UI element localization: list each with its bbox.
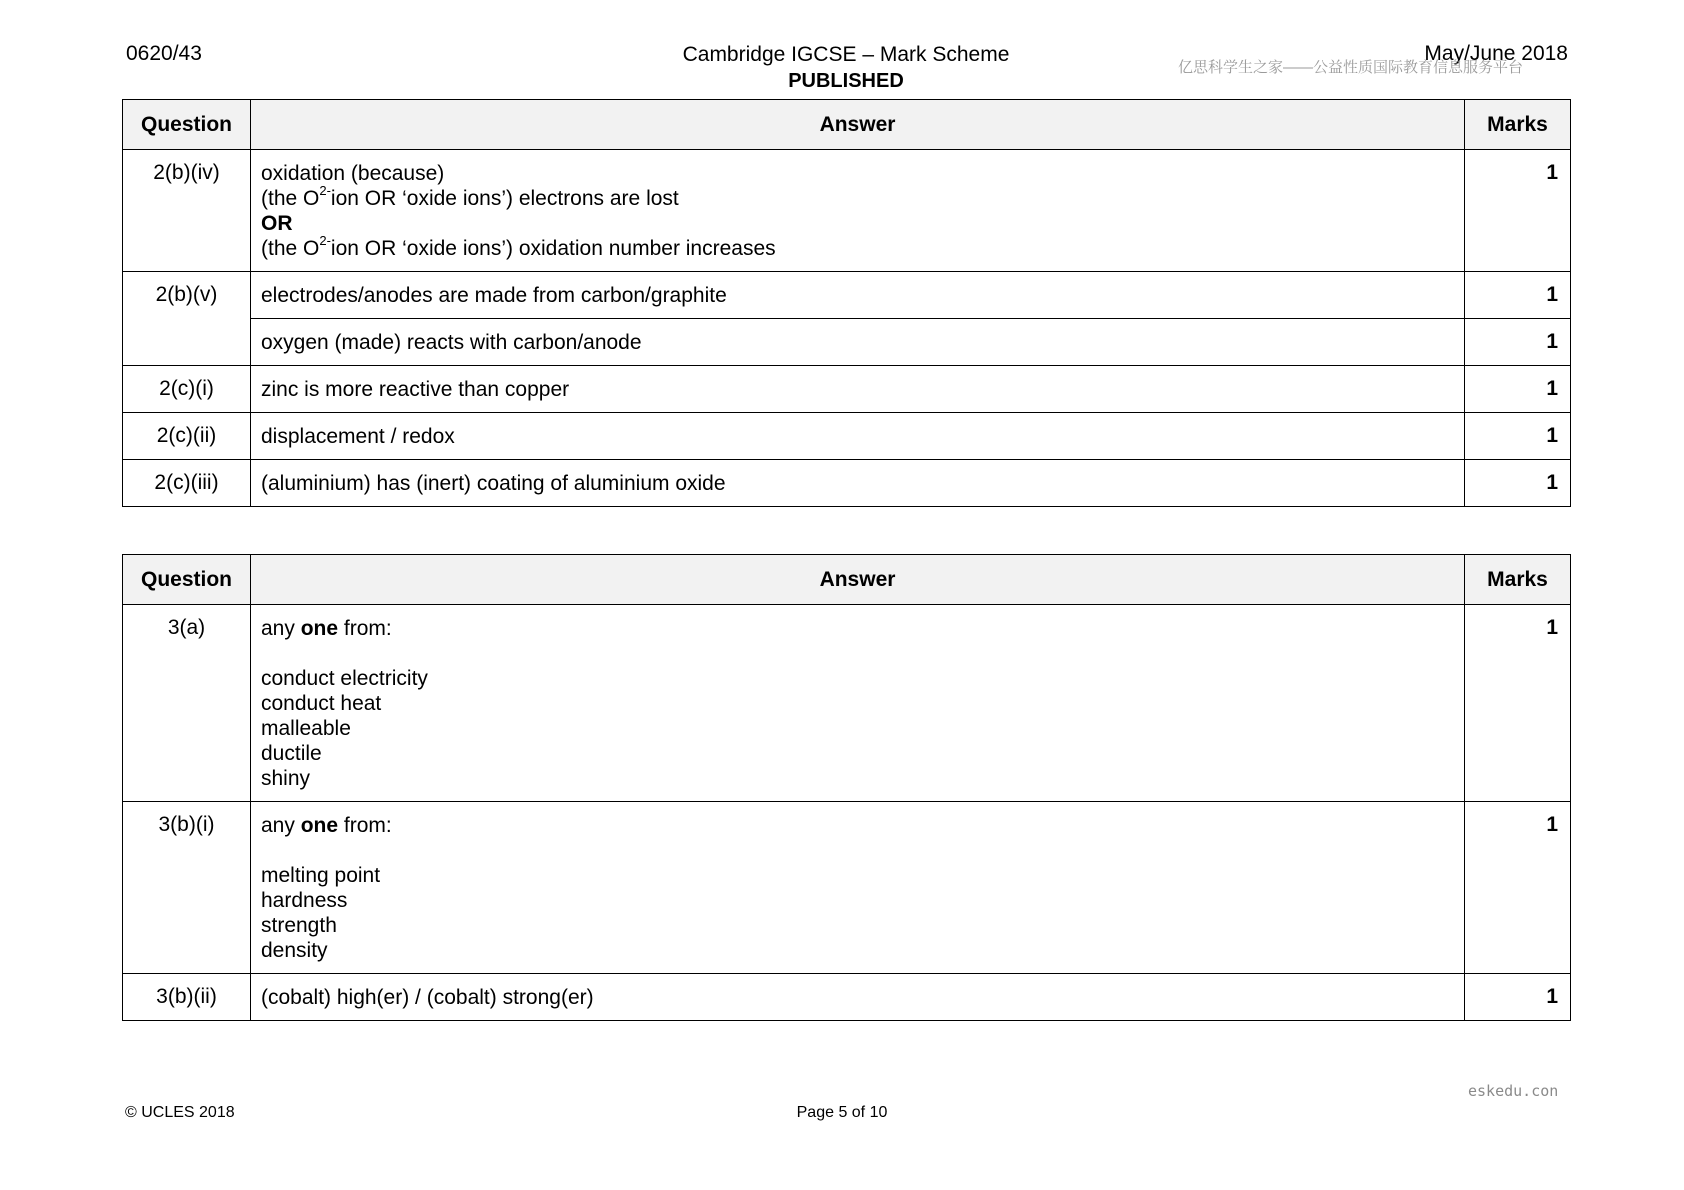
question-number: 3(b)(i) bbox=[123, 802, 251, 974]
answer-option: melting point bbox=[261, 864, 381, 887]
marks-value: 1 bbox=[1465, 413, 1571, 460]
mark-scheme-table-q2 bbox=[122, 99, 1571, 507]
table-row bbox=[123, 272, 1571, 319]
answer-intro bbox=[261, 813, 1454, 838]
answer-option: malleable bbox=[261, 717, 351, 740]
spacer bbox=[261, 838, 1454, 863]
marks-value: 1 bbox=[1465, 605, 1571, 802]
answer-text: any bbox=[261, 814, 301, 837]
answer-cell: electrodes/anodes are made from carbon/graphite bbox=[251, 272, 1465, 319]
table-header-row bbox=[123, 555, 1571, 605]
charge-superscript: 2- bbox=[319, 233, 331, 248]
answer-cell: displacement / redox bbox=[251, 413, 1465, 460]
header-watermark: 亿思科学生之家——公益性质国际教育信息服务平台 bbox=[1178, 59, 1524, 76]
table-header-row bbox=[123, 100, 1571, 150]
answer-option: strength bbox=[261, 914, 337, 937]
answer-line: oxidation (because) bbox=[261, 162, 445, 185]
answer-cell bbox=[251, 150, 1465, 272]
question-number: 2(c)(ii) bbox=[123, 413, 251, 460]
spacer bbox=[261, 641, 1454, 666]
answer-text: ion OR ‘oxide ions’) oxidation number increases bbox=[330, 237, 776, 260]
exam-session: May/June 2018 bbox=[1424, 42, 1568, 65]
question-number: 2(c)(iii) bbox=[123, 460, 251, 507]
or-separator: OR bbox=[261, 212, 293, 235]
question-number: 2(b)(v) bbox=[123, 272, 251, 366]
answer-cell: (aluminium) has (inert) coating of aluminium oxide bbox=[251, 460, 1465, 507]
answer-text: (the O bbox=[261, 237, 320, 260]
answer-option: hardness bbox=[261, 889, 348, 912]
answer-cell: oxygen (made) reacts with carbon/anode bbox=[251, 319, 1465, 366]
question-column-header: Question bbox=[123, 100, 251, 150]
footer-watermark: eskedu.con bbox=[1468, 1082, 1559, 1100]
table-row bbox=[123, 802, 1571, 974]
marks-value: 1 bbox=[1465, 366, 1571, 413]
answer-line bbox=[261, 183, 1454, 211]
charge-superscript: 2- bbox=[319, 183, 331, 198]
answer-line bbox=[261, 233, 1454, 261]
answer-option: conduct electricity bbox=[261, 667, 428, 690]
marks-value: 1 bbox=[1465, 974, 1571, 1021]
answer-option: ductile bbox=[261, 742, 322, 765]
answer-option: density bbox=[261, 939, 328, 962]
answer-text: (the O bbox=[261, 187, 320, 210]
answer-intro bbox=[261, 616, 1454, 641]
question-column-header: Question bbox=[123, 555, 251, 605]
mark-scheme-table-q3 bbox=[122, 554, 1571, 1021]
answer-column-header: Answer bbox=[251, 100, 1465, 150]
paper-code: 0620/43 bbox=[126, 42, 202, 65]
question-number: 2(c)(i) bbox=[123, 366, 251, 413]
answer-cell: zinc is more reactive than copper bbox=[251, 366, 1465, 413]
table-row bbox=[123, 366, 1571, 413]
answer-cell bbox=[251, 605, 1465, 802]
answer-option: conduct heat bbox=[261, 692, 382, 715]
answer-column-header: Answer bbox=[251, 555, 1465, 605]
table-row bbox=[123, 150, 1571, 272]
table-row bbox=[123, 460, 1571, 507]
marks-column-header: Marks bbox=[1465, 100, 1571, 150]
page-number: Page 5 of 10 bbox=[796, 1104, 888, 1121]
marks-value: 1 bbox=[1465, 150, 1571, 272]
table-row bbox=[123, 319, 1571, 366]
answer-text: ion OR ‘oxide ions’) electrons are lost bbox=[330, 187, 679, 210]
marks-value: 1 bbox=[1465, 272, 1571, 319]
marks-value: 1 bbox=[1465, 460, 1571, 507]
document-title-block bbox=[600, 42, 1092, 94]
table-row bbox=[123, 974, 1571, 1021]
emphasis-text: one bbox=[300, 814, 339, 837]
published-label: PUBLISHED bbox=[788, 70, 904, 92]
answer-cell bbox=[251, 802, 1465, 974]
answer-text: from: bbox=[338, 617, 392, 640]
document-title: Cambridge IGCSE – Mark Scheme bbox=[682, 43, 1010, 66]
copyright-notice: © UCLES 2018 bbox=[125, 1104, 235, 1121]
emphasis-text: one bbox=[300, 617, 339, 640]
marks-value: 1 bbox=[1465, 802, 1571, 974]
table-row bbox=[123, 413, 1571, 460]
answer-text: from: bbox=[338, 814, 392, 837]
question-number: 3(b)(ii) bbox=[123, 974, 251, 1021]
marks-column-header: Marks bbox=[1465, 555, 1571, 605]
answer-cell: (cobalt) high(er) / (cobalt) strong(er) bbox=[251, 974, 1465, 1021]
question-number: 3(a) bbox=[123, 605, 251, 802]
answer-option: shiny bbox=[261, 767, 311, 790]
answer-text: any bbox=[261, 617, 301, 640]
marks-value: 1 bbox=[1465, 319, 1571, 366]
table-row bbox=[123, 605, 1571, 802]
question-number: 2(b)(iv) bbox=[123, 150, 251, 272]
